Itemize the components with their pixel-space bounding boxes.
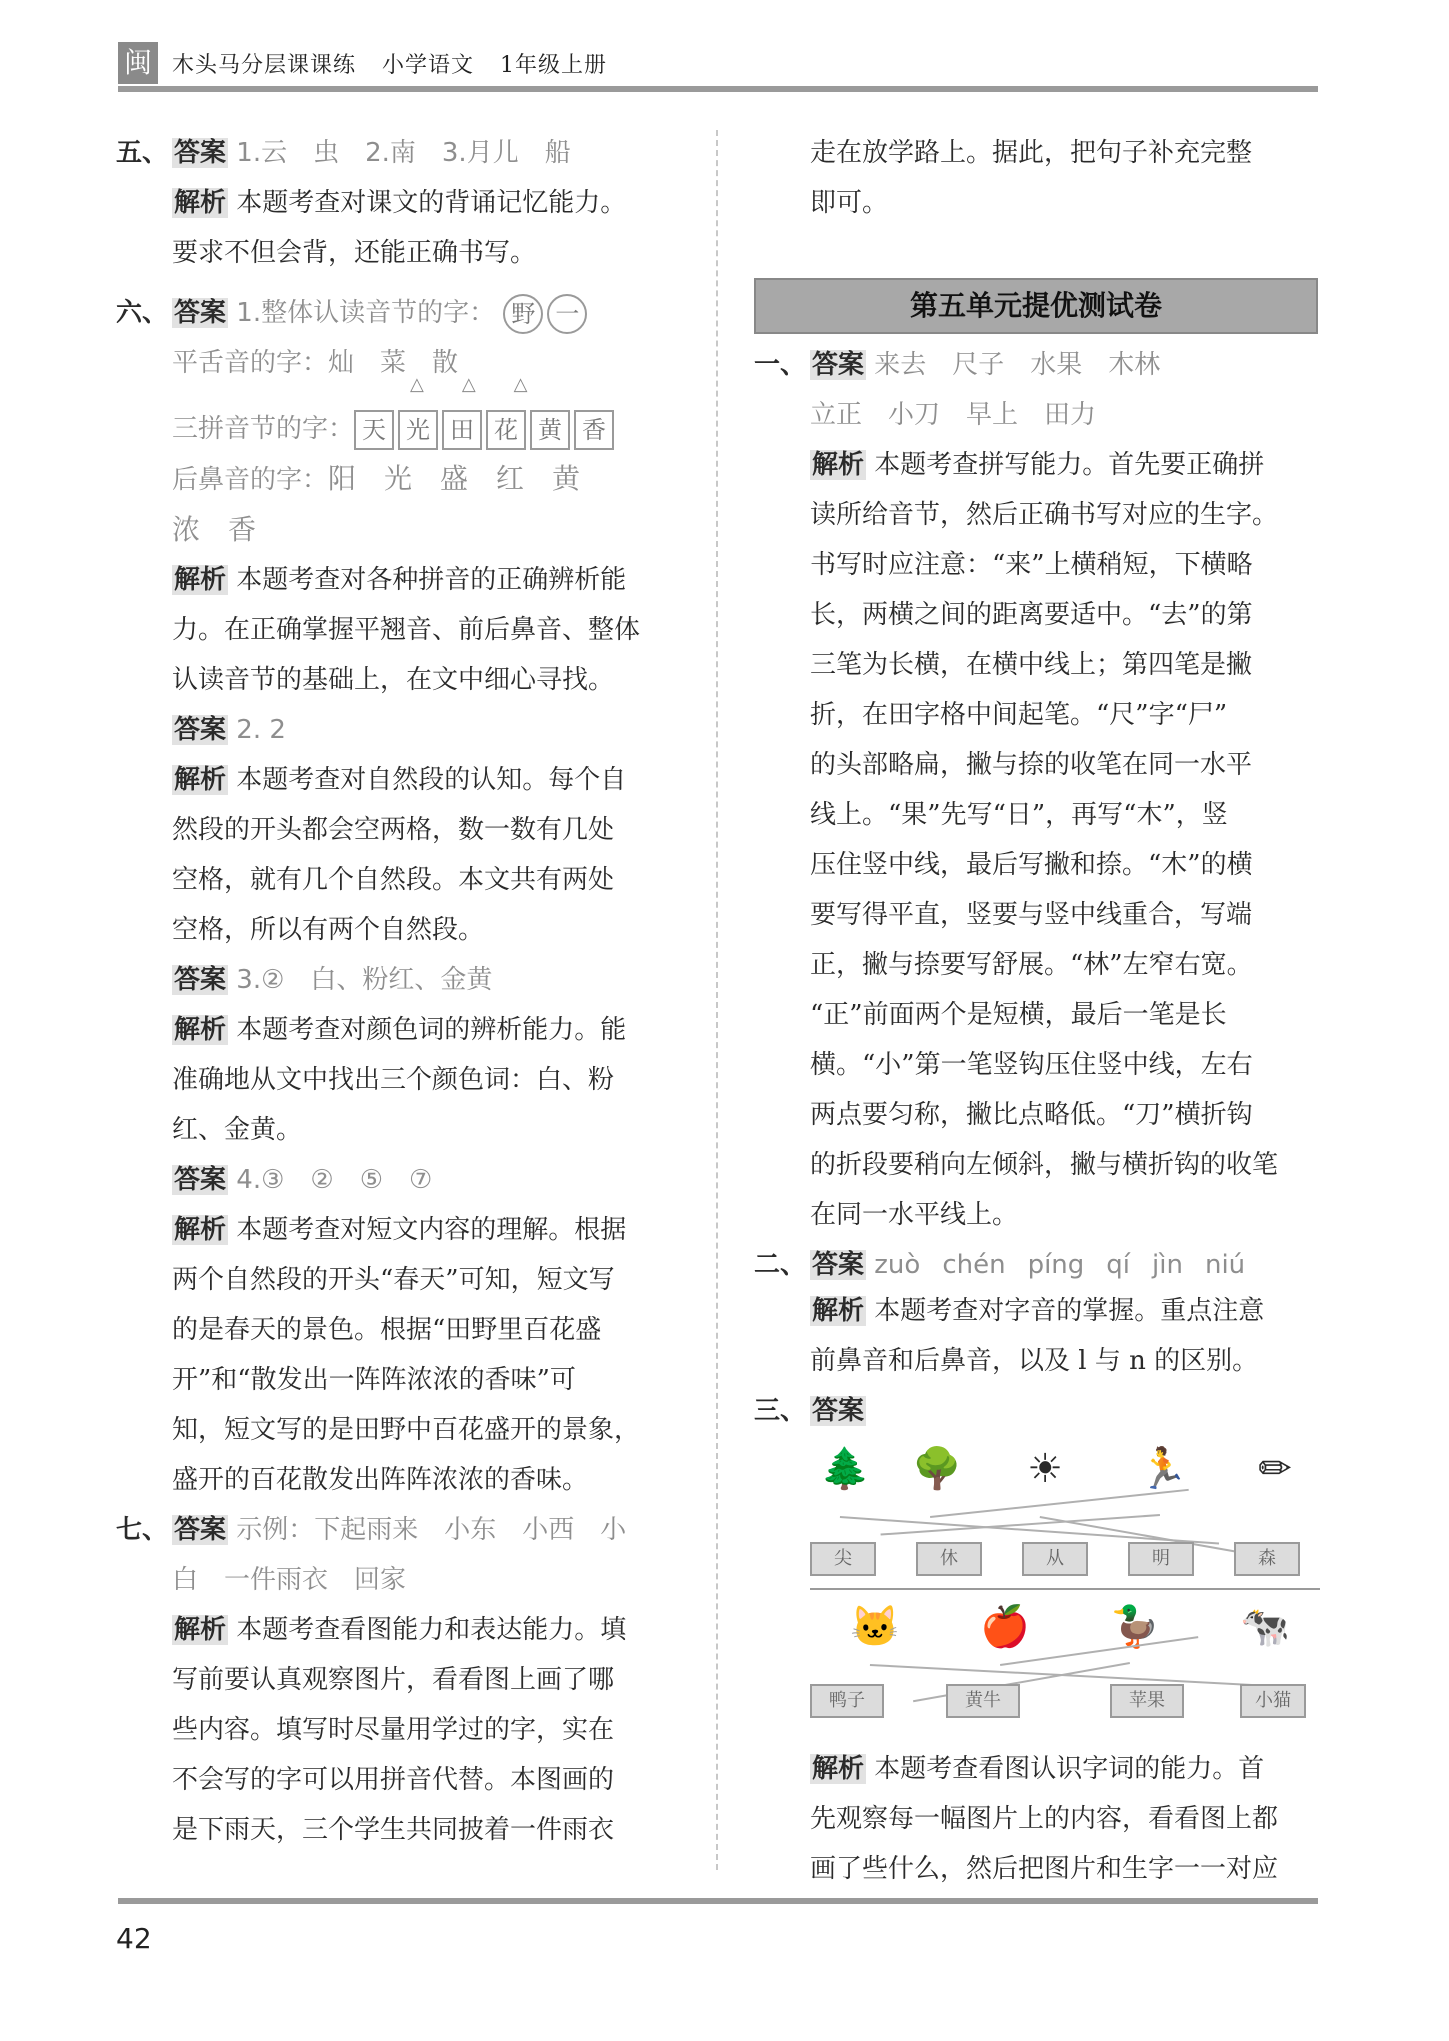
boxed-char: 黄 xyxy=(530,410,570,450)
section-number: 一、 xyxy=(754,350,807,380)
analysis-line: 认读音节的基础上，在文中细心寻找。 xyxy=(172,665,615,695)
answer-text: 2. 2 xyxy=(236,715,286,745)
pinyin: niú xyxy=(1204,1250,1246,1280)
section-7 xyxy=(116,1505,696,1855)
word-box: 小猫 xyxy=(1240,1684,1306,1718)
match-line xyxy=(870,1664,1290,1688)
analysis-line: 读所给音节，然后正确书写对应的生字。 xyxy=(810,500,1279,530)
footer-rule xyxy=(118,1898,1318,1904)
boxed-char: 光 xyxy=(398,410,438,450)
analysis-line: 写前要认真观察图片，看看图上画了哪 xyxy=(172,1665,615,1695)
answer-text: 白 一件雨衣 回家 xyxy=(172,1565,407,1595)
word-box: 苹果 xyxy=(1110,1684,1184,1718)
apple-icon: 🍎 xyxy=(980,1604,1030,1650)
section-number: 五、 xyxy=(116,138,169,168)
analysis-line: 在同一水平线上。 xyxy=(810,1200,1019,1230)
analysis-line: “正”前面两个是短横，最后一笔是长 xyxy=(810,1000,1227,1030)
analysis-line: 本题考查对颜色词的辨析能力。能 xyxy=(236,1015,627,1045)
analysis-line: 两点要匀称，撇比点略低。“刀”横折钩 xyxy=(810,1100,1253,1130)
analysis-line: 准确地从文中找出三个颜色词：白、粉 xyxy=(172,1065,615,1095)
analysis-tag: 解析 xyxy=(174,765,227,795)
analysis-line: 本题考查看图能力和表达能力。填 xyxy=(236,1615,627,1645)
pinyin: chén xyxy=(942,1250,1006,1280)
analysis-line: 书写时应注意：“来”上横稍短，下横略 xyxy=(810,550,1253,580)
houbi-chars: 阳 光 盛 红 黄 xyxy=(328,462,581,495)
pencil-icon: ✏ xyxy=(1258,1446,1292,1492)
match-line xyxy=(881,1514,1160,1536)
answer-tag: 答案 xyxy=(174,715,227,745)
analysis-line: 盛开的百花散发出阵阵浓浓的香味。 xyxy=(172,1465,589,1495)
section-5 xyxy=(116,128,696,278)
analysis-line: 正，撇与捺要写舒展。“林”左窄右宽。 xyxy=(810,950,1253,980)
analysis-line: 本题考查看图认识字词的能力。首 xyxy=(874,1754,1265,1784)
analysis-line: 本题考查拼写能力。首先要正确拼 xyxy=(874,450,1265,480)
tree-icon: 🌳 xyxy=(912,1446,962,1492)
word-box: 黄牛 xyxy=(946,1684,1020,1718)
section-number: 六、 xyxy=(116,298,169,328)
pinyin: qí xyxy=(1106,1250,1131,1280)
analysis-line: 压住竖中线，最后写撇和捺。“木”的横 xyxy=(810,850,1253,880)
analysis-line: 横。“小”第一笔竖钩压住竖中线，左右 xyxy=(810,1050,1253,1080)
analysis-tag: 解析 xyxy=(174,1615,227,1645)
analysis-tag: 解析 xyxy=(812,450,865,480)
answer-tag: 答案 xyxy=(174,138,227,168)
matching-figure xyxy=(810,1444,1320,1744)
answer-text: 立正 小刀 早上 田力 xyxy=(810,400,1097,430)
analysis-line: 然段的开头都会空两格，数一数有几处 xyxy=(172,815,615,845)
analysis-line: 开”和“散发出一阵阵浓浓的香味”可 xyxy=(172,1365,576,1395)
triangle-marks: △△△ xyxy=(410,374,566,395)
word-box: 休 xyxy=(916,1542,982,1576)
analysis-line: 空格，就有几个自然段。本文共有两处 xyxy=(172,865,615,895)
pinyin: jìn xyxy=(1152,1250,1183,1280)
analysis-line: 力。在正确掌握平翘音、前后鼻音、整体 xyxy=(172,615,641,645)
continued-line: 即可。 xyxy=(810,188,889,218)
analysis-line: 折，在田字格中间起笔。“尺”字“尸” xyxy=(810,700,1228,730)
grade: 1年级上册 xyxy=(500,53,608,78)
analysis-line: 先观察每一幅图片上的内容，看看图上都 xyxy=(810,1804,1279,1834)
boxed-char: 田 xyxy=(442,410,482,450)
analysis-line: 本题考查对字音的掌握。重点注意 xyxy=(874,1296,1265,1326)
houbi-chars: 浓 香 xyxy=(172,513,257,546)
analysis-line: 三笔为长横，在横中线上；第四笔是撇 xyxy=(810,650,1253,680)
section-6 xyxy=(116,288,696,1505)
analysis-tag: 解析 xyxy=(174,1015,227,1045)
answer-text: 4.③ ② ⑤ ⑦ xyxy=(236,1165,433,1195)
answer-label: 1.整体认读音节的字： xyxy=(236,298,496,328)
section-number: 七、 xyxy=(116,1515,169,1545)
section-number: 三、 xyxy=(754,1396,807,1426)
page-header xyxy=(118,42,1318,90)
header-text xyxy=(172,48,625,79)
analysis-tag: 解析 xyxy=(812,1754,865,1784)
cow-icon: 🐄 xyxy=(1240,1604,1290,1650)
pinyin: píng xyxy=(1027,1250,1085,1280)
continued-line: 走在放学路上。据此，把句子补充完整 xyxy=(810,138,1253,168)
answer-tag: 答案 xyxy=(174,1165,227,1195)
analysis-line: 的折段要稍向左倾斜，撇与横折钩的收笔 xyxy=(810,1150,1279,1180)
analysis-tag: 解析 xyxy=(812,1296,865,1326)
boxed-char: 香 xyxy=(574,410,614,450)
analysis-line: 空格，所以有两个自然段。 xyxy=(172,915,485,945)
circled-char: 一 xyxy=(547,294,587,334)
answer-text: 3.② 白、粉红、金黄 xyxy=(236,965,493,995)
word-box: 森 xyxy=(1234,1542,1300,1576)
analysis-line: 本题考查对课文的背诵记忆能力。 xyxy=(236,188,627,218)
forest-icon: 🌲 xyxy=(820,1446,870,1492)
analysis-line: 知，短文写的是田野中百花盛开的景象， xyxy=(172,1415,641,1445)
analysis-line: 不会写的字可以用拼音代替。本图画的 xyxy=(172,1765,615,1795)
sun-moon-icon: ☀ xyxy=(1027,1446,1063,1492)
analysis-line: 本题考查对自然段的认知。每个自 xyxy=(236,765,627,795)
analysis-line: 长，两横之间的距离要适中。“去”的第 xyxy=(810,600,1253,630)
q1 xyxy=(754,340,1320,1240)
children-icon: 🏃 xyxy=(1138,1446,1188,1492)
analysis-line: 的是春天的景色。根据“田野里百花盛 xyxy=(172,1315,602,1345)
analysis-line: 要求不但会背，还能正确书写。 xyxy=(172,238,537,268)
analysis-tag: 解析 xyxy=(174,565,227,595)
pingshe-label: 平舌音的字： xyxy=(172,348,329,378)
houbi-label: 后鼻音的字： xyxy=(172,465,329,495)
analysis-tag: 解析 xyxy=(174,188,227,218)
analysis-line: 前鼻音和后鼻音，以及 l 与 n 的区别。 xyxy=(810,1346,1259,1376)
analysis-line: 本题考查对短文内容的理解。根据 xyxy=(236,1215,627,1245)
analysis-line: 画了些什么，然后把图片和生字一一对应 xyxy=(810,1854,1279,1884)
subject: 小学语文 xyxy=(382,53,475,78)
match-line xyxy=(840,1516,1219,1545)
pinyin: zuò xyxy=(874,1250,921,1280)
analysis-line: 红、金黄。 xyxy=(172,1115,303,1145)
word-box: 明 xyxy=(1128,1542,1194,1576)
answer-text: 1.云 虫 2.南 3.月儿 船 xyxy=(236,138,571,168)
unit-title: 第五单元提优测试卷 xyxy=(754,278,1318,334)
answer-text: 示例：下起雨来 小东 小西 小 xyxy=(236,1515,627,1545)
column-divider xyxy=(716,130,718,1870)
analysis-line: 本题考查对各种拼音的正确辨析能 xyxy=(236,565,627,595)
sanpin-label: 三拼音节的字： xyxy=(172,414,355,444)
word-box: 尖 xyxy=(810,1542,876,1576)
answer-text: 来去 尺子 水果 木林 xyxy=(874,350,1161,380)
duck-icon: 🦆 xyxy=(1110,1604,1160,1650)
cat-icon: 🐱 xyxy=(850,1604,900,1650)
analysis-line: 的头部略扁，撇与捺的收笔在同一水平 xyxy=(810,750,1253,780)
q3 xyxy=(754,1386,1320,1894)
left-column xyxy=(116,128,696,1855)
answer-tag: 答案 xyxy=(174,298,227,328)
right-column xyxy=(754,128,1320,1894)
analysis-line: 些内容。填写时尽量用学过的字，实在 xyxy=(172,1715,615,1745)
boxed-char: 花 xyxy=(486,410,526,450)
figure-separator xyxy=(810,1588,1320,1590)
analysis-line: 线上。“果”先写“日”，再写“木”，竖 xyxy=(810,800,1228,830)
answer-tag: 答案 xyxy=(812,1250,865,1280)
q2 xyxy=(754,1240,1320,1386)
header-rule xyxy=(118,86,1318,92)
analysis-line: 要写得平直，竖要与竖中线重合，写端 xyxy=(810,900,1253,930)
word-box: 从 xyxy=(1022,1542,1088,1576)
circled-char: 野 xyxy=(503,294,543,334)
analysis-line: 两个自然段的开头“春天”可知，短文写 xyxy=(172,1265,615,1295)
section-number: 二、 xyxy=(754,1250,807,1280)
page-number: 42 xyxy=(116,1922,152,1955)
pingshe-chars: 灿 菜 散 xyxy=(328,348,459,378)
book-title: 木头马分层课课练 xyxy=(172,53,357,78)
boxed-char: 天 xyxy=(354,410,394,450)
word-box: 鸭子 xyxy=(810,1684,884,1718)
answer-tag: 答案 xyxy=(174,965,227,995)
answer-tag: 答案 xyxy=(174,1515,227,1545)
analysis-line: 是下雨天，三个学生共同披着一件雨衣 xyxy=(172,1815,615,1845)
answer-tag: 答案 xyxy=(812,1396,865,1426)
analysis-tag: 解析 xyxy=(174,1215,227,1245)
answer-tag: 答案 xyxy=(812,350,865,380)
publisher-logo: 闽 xyxy=(118,42,158,84)
